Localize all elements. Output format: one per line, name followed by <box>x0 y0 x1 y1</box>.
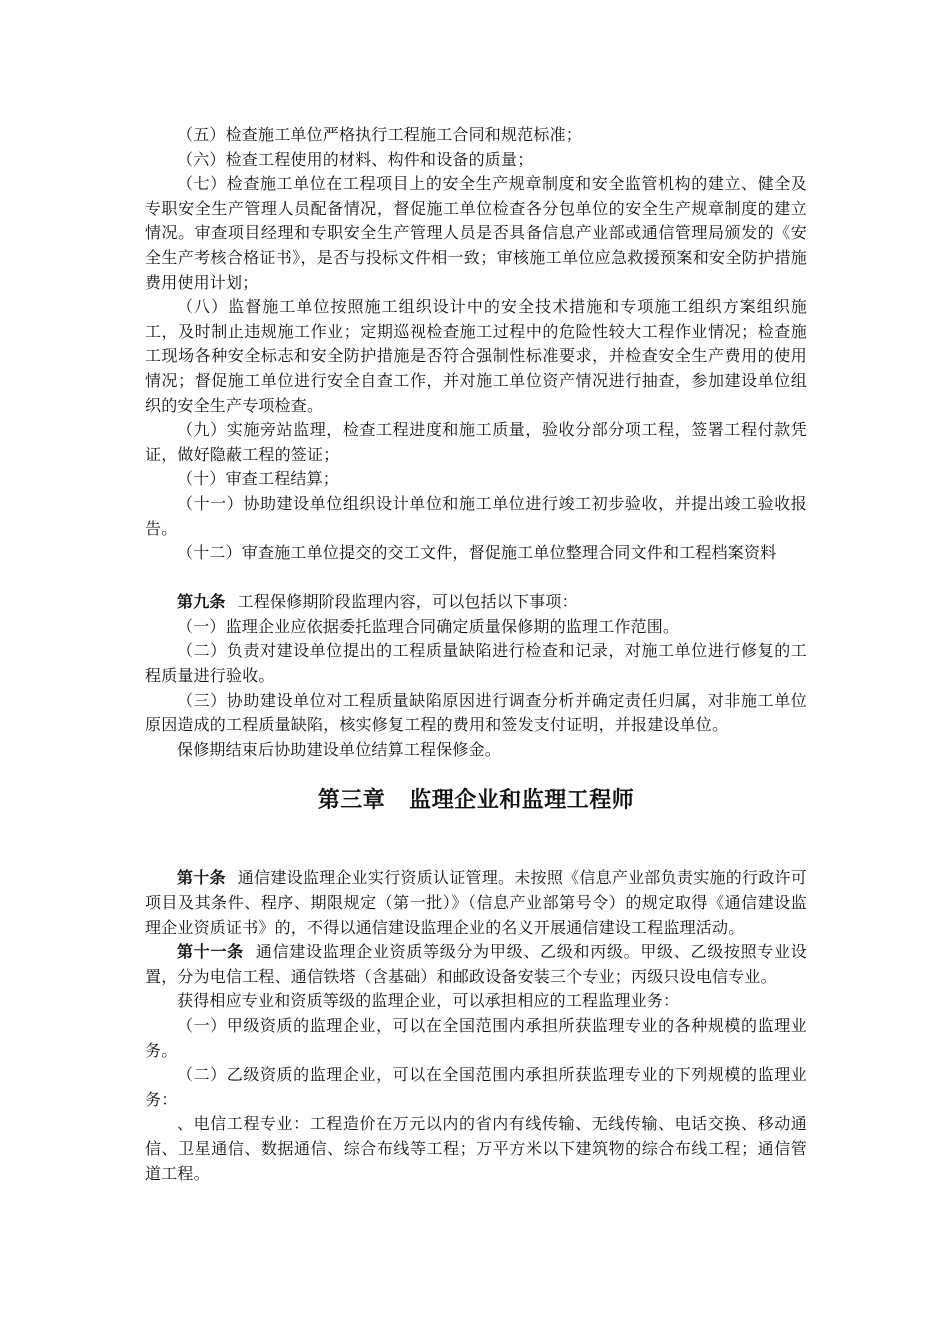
article-9-text: 工程保修期阶段监理内容，可以包括以下事项： <box>237 592 578 612</box>
article-11-item-1: （一）甲级资质的监理企业，可以在全国范围内承担所获监理专业的各种规模的监理业务。 <box>145 1016 807 1060</box>
item-6: （六）检查工程使用的材料、构件和设备的质量； <box>177 149 534 169</box>
chapter-title <box>145 785 807 817</box>
article-10-text: 通信建设监理企业实行资质认证管理。未按照《信息产业部负责实施的行政许可项目及其条件、程序、期限规定（第一批）》（信息产业部第号令）的规定取得《通信建设监理企业资质证书》的，不得以通信建设监理企业的名义开展通信建设工程监理活动。 <box>145 868 807 937</box>
item-12: （十二）审查施工单位提交的交工文件，督促施工单位整理合同文件和工程档案资料 <box>177 543 777 563</box>
article-9-closing: 保修期结束后协助建设单位结算工程保修金。 <box>177 739 502 759</box>
document-page <box>145 123 807 1186</box>
chapter-name: 监理企业和监理工程师 <box>409 788 635 814</box>
article-9-item-2: （二）负责对建设单位提出的工程质量缺陷进行检查和记录，对施工单位进行修复的工程质量进行验收。 <box>145 641 807 686</box>
item-7: （七）检查施工单位在工程项目上的安全生产规章制度和安全监管机构的建立、健全及专职安全生产管理人员配备情况，督促施工单位检查各分包单位的安全生产规章制度的建立情况。审查项目经理和专职安全生产管理人员是否具备信息产业部或通信管理局颁发的《安全生产考核合格证书》，是否与投标文件相一致；审核施工单位应急救援预案和安全防护措施费用使用计划； <box>145 174 807 292</box>
article-9-item-1: （一）监理企业应依据委托监理合同确定质量保修期的监理工作范围。 <box>177 616 680 636</box>
article-11 <box>145 940 807 989</box>
article-11-text: 通信建设监理企业资质等级分为甲级、乙级和丙级。甲级、乙级按照专业设置，分为电信工程、通信铁塔（含基础）和邮政设备安装三个专业；丙级只设电信专业。 <box>145 942 807 986</box>
article-11-item-2: （二）乙级资质的监理企业，可以在全国范围内承担所获监理专业的下列规模的监理业务： <box>145 1065 807 1109</box>
article-11-intro: 获得相应专业和资质等级的监理企业，可以承担相应的工程监理业务： <box>177 991 680 1011</box>
item-5: （五）检查施工单位严格执行工程施工合同和规范标准； <box>177 125 583 144</box>
item-8: （八）监督施工单位按照施工组织设计中的安全技术措施和专项施工组织方案组织施工，及时制止违规施工作业；定期巡视检查施工过程中的危险性较大工程作业情况；检查施工现场各种安全标志和安全防护措施是否符合强制性标准要求，并检查安全生产费用的使用情况；督促施工单位进行安全自查工作，并对施工单位资产情况进行抽查，参加建设单位组织的安全生产专项检查。 <box>145 297 807 415</box>
article-10 <box>145 866 807 940</box>
article-9-item-3: （三）协助建设单位对工程质量缺陷原因进行调查分析并确定责任归属，对非施工单位原因造成的工程质量缺陷，核实修复工程的费用和签发支付证明，并报建设单位。 <box>145 690 807 735</box>
article-10-number: 第十条 <box>177 868 226 888</box>
article-9-number: 第九条 <box>177 592 226 612</box>
item-11: （十一）协助建设单位组织设计单位和施工单位进行竣工初步验收，并提出竣工验收报告。 <box>145 493 807 538</box>
chapter-number: 第三章 <box>317 788 386 814</box>
article-11-number: 第十一条 <box>177 942 244 962</box>
item-10: （十）审查工程结算； <box>177 469 340 489</box>
article-11-telecom: 、电信工程专业：工程造价在万元以内的省内有线传输、无线传输、电话交换、移动通信、卫星通信、数据通信、综合布线等工程；万平方米以下建筑物的综合布线工程；通信管道工程。 <box>145 1114 807 1183</box>
item-9: （九）实施旁站监理，检查工程进度和施工质量，验收分部分项工程，签署工程付款凭证，做好隐蔽工程的签证； <box>145 420 807 464</box>
article-9-heading <box>145 590 807 615</box>
